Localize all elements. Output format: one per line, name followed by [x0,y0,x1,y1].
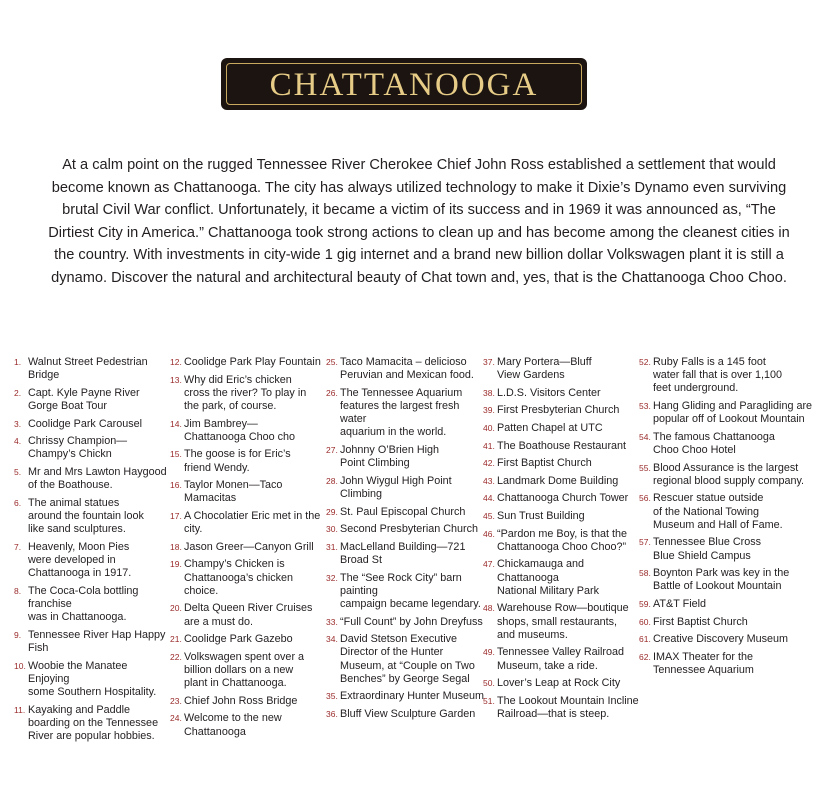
legend-item [483,457,639,470]
legend-item [639,616,829,629]
legend-item-text: Why did Eric’s chicken cross the river? To play in the park, of course. [184,373,307,412]
legend-item [170,448,326,474]
legend-item [326,690,486,703]
legend-item-number: 47. [483,559,495,570]
legend-item-number: 19. [170,559,182,570]
legend-item-text: Taylor Monen—Taco Mamacitas [184,479,283,505]
legend-item-number: 55. [639,462,651,473]
legend-item [170,558,326,598]
page-title: CHATTANOOGA [269,67,539,103]
legend-item-number: 15. [170,449,182,460]
legend-item [483,422,639,435]
title-banner [0,58,836,112]
legend-item-text: IMAX Theater for the Tennessee Aquarium [653,650,754,676]
legend-item [14,435,169,461]
legend-item [639,462,829,488]
legend-item [483,492,639,505]
legend-item-number: 56. [639,493,651,504]
legend-item-number: 28. [326,475,338,486]
legend-item-text: Heavenly, Moon Pies were developed in Chattanooga in 1917. [28,540,132,580]
legend-item [14,418,169,431]
legend-item [170,510,326,536]
legend-item-text: Second Presbyterian Church [340,523,479,536]
legend-item [326,387,486,440]
legend-item [326,356,486,382]
legend-item [170,695,326,708]
legend-item-number: 14. [170,418,182,429]
legend-item-text: MacLelland Building—721 Broad St [340,540,466,566]
legend-item [483,440,639,453]
legend-item [170,418,326,444]
legend-item-text: Capt. Kyle Payne River Gorge Boat Tour [28,386,140,412]
legend-item [14,585,169,625]
legend-item [639,651,829,677]
legend-item-text: Coolidge Park Carousel [28,417,143,430]
legend-item-number: 9. [14,629,22,640]
legend-item-number: 54. [639,431,651,442]
legend-item-number: 5. [14,466,22,477]
legend-item-number: 31. [326,541,338,552]
legend-item-text: St. Paul Episcopal Church [340,505,466,518]
legend-item-text: The “See Rock City” barn painting campaign became legendary. [340,571,481,610]
legend-item-text: Landmark Dome Building [497,474,619,487]
legend-item [639,356,829,396]
legend-item-text: Welcome to the new Chattanooga [184,712,282,738]
legend-item [326,633,486,686]
legend-item-text: Warehouse Row—boutique shops, small restaurants, and museums. [497,602,629,641]
legend-item-number: 51. [483,695,495,706]
legend-item [170,541,326,554]
legend-column-5 [639,356,829,682]
legend-item [14,387,169,413]
legend-item-text: Walnut Street Pedestrian Bridge [28,356,148,382]
legend-item-text: Chattanooga Church Tower [497,492,629,505]
legend-item-number: 52. [639,357,651,367]
legend-item-text: Ruby Falls is a 145 foot water fall that is over 1,100 feet underground. [653,356,783,395]
legend-item-text: Jim Bambrey— Chattanooga Choo cho [184,417,296,443]
legend-item [483,602,639,642]
legend-item-text: Tennessee Blue Cross Blue Shield Campus [653,536,762,562]
legend-item-number: 45. [483,510,495,521]
legend-item-number: 39. [483,405,495,416]
legend-item-number: 23. [170,695,182,706]
legend-item-number: 1. [14,357,22,367]
legend-item [326,506,486,519]
legend-item [170,602,326,628]
legend-item [326,572,486,612]
legend-item [14,497,169,537]
legend-item-text: Sun Trust Building [497,509,585,522]
legend-item-number: 26. [326,387,338,398]
legend-item [14,629,169,655]
legend-item [639,598,829,611]
legend-item-text: The goose is for Eric’s friend Wendy. [184,448,291,474]
legend-item-text: Tennessee Valley Railroad Museum, take a ride. [497,646,625,672]
legend-item-text: A Chocolatier Eric met in the city. [184,509,321,536]
title-badge [221,58,587,110]
legend-item-text: Woobie the Manatee Enjoying some Southern Hospitality. [28,659,157,698]
legend-item-number: 20. [170,603,182,614]
legend-item-number: 36. [326,708,338,719]
legend-item-text: Creative Discovery Museum [653,633,788,646]
legend-item-number: 11. [14,704,26,715]
legend-item-text: Taco Mamacita – delicioso Peruvian and Mexican food. [340,356,474,382]
legend-item-number: 40. [483,422,495,433]
legend-item-number: 43. [483,475,495,486]
legend-item-text: First Baptist Church [653,615,748,628]
legend-item-text: Rescuer statue outside of the National Towing Museum and Hall of Fame. [653,492,783,531]
legend-item [483,356,639,382]
legend-item-text: Patten Chapel at UTC [497,421,603,434]
legend-item [170,374,326,414]
legend-item-number: 18. [170,541,182,552]
legend-item-number: 46. [483,528,495,539]
legend-item-number: 42. [483,458,495,469]
legend-item-number: 10. [14,660,26,671]
legend-item [639,400,829,426]
legend-item [14,704,169,744]
legend-item-text: Mary Portera—Bluff View Gardens [497,356,592,382]
legend-item [639,567,829,593]
legend-item-number: 48. [483,603,495,614]
legend-item-number: 13. [170,374,182,385]
legend-item-number: 6. [14,497,22,508]
legend-item-text: John Wiygul High Point Climbing [340,474,452,500]
legend-item-text: Chickamauga and Chattanooga National Military Park [497,558,600,597]
legend-item-number: 37. [483,357,495,367]
legend-item [483,475,639,488]
legend-item [483,404,639,417]
legend-item-number: 60. [639,616,651,627]
legend-item-text: Blood Assurance is the largest regional blood supply company. [653,461,805,487]
legend-item-number: 58. [639,568,651,579]
legend-item [326,616,486,629]
legend-column-4 [483,356,639,726]
legend-item-text: The Boathouse Restaurant [497,439,627,452]
legend-item-number: 30. [326,524,338,535]
legend-item-text: The animal statues around the fountain look like sand sculptures. [28,496,144,536]
legend-item [326,541,486,567]
legend-item [14,466,169,492]
legend-item [14,660,169,700]
legend-item [639,492,829,532]
legend-item-number: 41. [483,440,495,451]
legend-item [326,475,486,501]
legend-item-text: Kayaking and Paddle boarding on the Tennessee River are popular hobbies. [28,703,159,742]
legend-item-text: Coolidge Park Play Fountain [184,356,321,368]
legend-item-number: 44. [483,493,495,504]
legend-item-text: L.D.S. Visitors Center [497,386,601,399]
legend-item-number: 59. [639,598,651,609]
legend-item-text: Tennessee River Hap Happy Fish [28,628,166,654]
legend-item [483,510,639,523]
legend-item [14,356,169,382]
legend-item [639,633,829,646]
legend-item-text: Champy’s Chicken is Chattanooga’s chicken choice. [184,558,294,597]
legend-item [170,633,326,646]
legend-item-number: 32. [326,572,338,583]
legend-item-number: 22. [170,651,182,662]
legend-item [170,479,326,505]
legend-item [483,528,639,554]
legend-item [326,444,486,470]
legend-item-text: Chief John Ross Bridge [184,694,298,707]
legend-item [639,431,829,457]
legend-item-number: 34. [326,634,338,645]
legend-item-text: Volkswagen spent over a billion dollars on a new plant in Chattanooga. [184,650,305,690]
legend-item-number: 2. [14,387,22,398]
legend-item-number: 49. [483,647,495,658]
legend-item-text: Coolidge Park Gazebo [184,633,293,646]
legend-item-number: 8. [14,585,22,596]
legend-item [14,541,169,581]
legend-item-text: The Lookout Mountain Incline Railroad—that is steep. [497,694,639,720]
legend-column-3 [326,356,486,726]
legend-item-number: 57. [639,537,651,548]
legend-item [483,558,639,598]
legend-item-number: 33. [326,616,338,627]
legend-item [483,695,639,721]
legend-item-text: Boynton Park was key in the Battle of Lookout Mountain [653,567,790,593]
legend-item-number: 53. [639,401,651,411]
legend-item-number: 27. [326,445,338,455]
legend-item-text: First Presbyterian Church [497,404,620,417]
legend-item-text: The Coca-Cola bottling franchise was in Chattanooga. [28,584,139,624]
legend-item-text: The Tennessee Aquarium features the largest fresh water aquarium in the world. [340,386,463,439]
legend-item-text: David Stetson Executive Director of the Hunter Museum, at “Couple on Two Benches” by George Segal [340,633,475,685]
legend-item-number: 12. [170,357,182,367]
legend-item-text: Bluff View Sculpture Garden [340,707,476,720]
legend-item [639,536,829,562]
legend-item-text: The famous Chattanooga Choo Choo Hotel [653,430,775,456]
legend-item-number: 25. [326,357,338,367]
legend-item-number: 61. [639,634,651,645]
legend-item-number: 50. [483,678,495,689]
legend-item-text: Delta Queen River Cruises are a must do. [184,602,313,628]
legend-item-number: 29. [326,506,338,517]
legend-item-text: Jason Greer—Canyon Grill [184,540,314,553]
legend-item-text: “Pardon me Boy, is that the Chattanooga Choo Choo?” [497,527,628,553]
legend-item-number: 62. [639,651,651,662]
legend-item-text: AT&T Field [653,597,706,610]
legend-item [483,677,639,690]
legend-item-number: 4. [14,436,22,447]
legend-item [326,708,486,721]
legend-item-number: 7. [14,541,22,552]
legend-item-number: 16. [170,480,182,491]
legend-item-text: Lover’s Leap at Rock City [497,677,621,690]
legend-item-number: 35. [326,691,338,702]
legend-item-number: 17. [170,510,182,521]
legend-item-text: Chrissy Champion— Champy’s Chickn [28,435,128,461]
legend-item [483,387,639,400]
legend-item-text: “Full Count” by John Dreyfuss [340,615,483,628]
legend-column-1 [14,356,169,748]
legend-item-text: Johnny O’Brien High Point Climbing [340,444,440,470]
legend-item-number: 24. [170,713,182,724]
legend-item-number: 3. [14,418,22,429]
legend-item [170,712,326,738]
legend-item-text: Mr and Mrs Lawton Haygood of the Boathouse. [28,465,167,492]
legend-item-number: 21. [170,634,182,645]
legend-item-number: 38. [483,387,495,398]
legend-item-text: Extraordinary Hunter Museum [340,690,485,703]
legend-item [326,523,486,536]
legend-item-text: Hang Gliding and Paragliding are popular off of Lookout Mountain [653,400,813,426]
legend-column-2 [170,356,326,743]
legend-item-text: First Baptist Church [497,457,592,470]
legend-item [170,651,326,691]
intro-paragraph: At a calm point on the rugged Tennessee River Cherokee Chief John Ross established a settlement that would become known as Chattanooga. The city has always utilized technology to make it Dixie’s Dynamo even surviving brutal Civil War conflict. Unfortunately, it became a victim of its success and in 1969 it was announced as, “The Dirtiest City in America.” Chattanooga took strong actions to clean up and has become among the cleanest cities in the country. With investments in city-wide 1 gig internet and a brand new billion dollar Volkswagen plant it is still a dynamo. Discover the natural and architectural beauty of Chat town and, yes, that is the Chattanooga Choo Choo. [48,157,790,286]
legend-item [170,356,326,369]
legend-item [483,646,639,672]
